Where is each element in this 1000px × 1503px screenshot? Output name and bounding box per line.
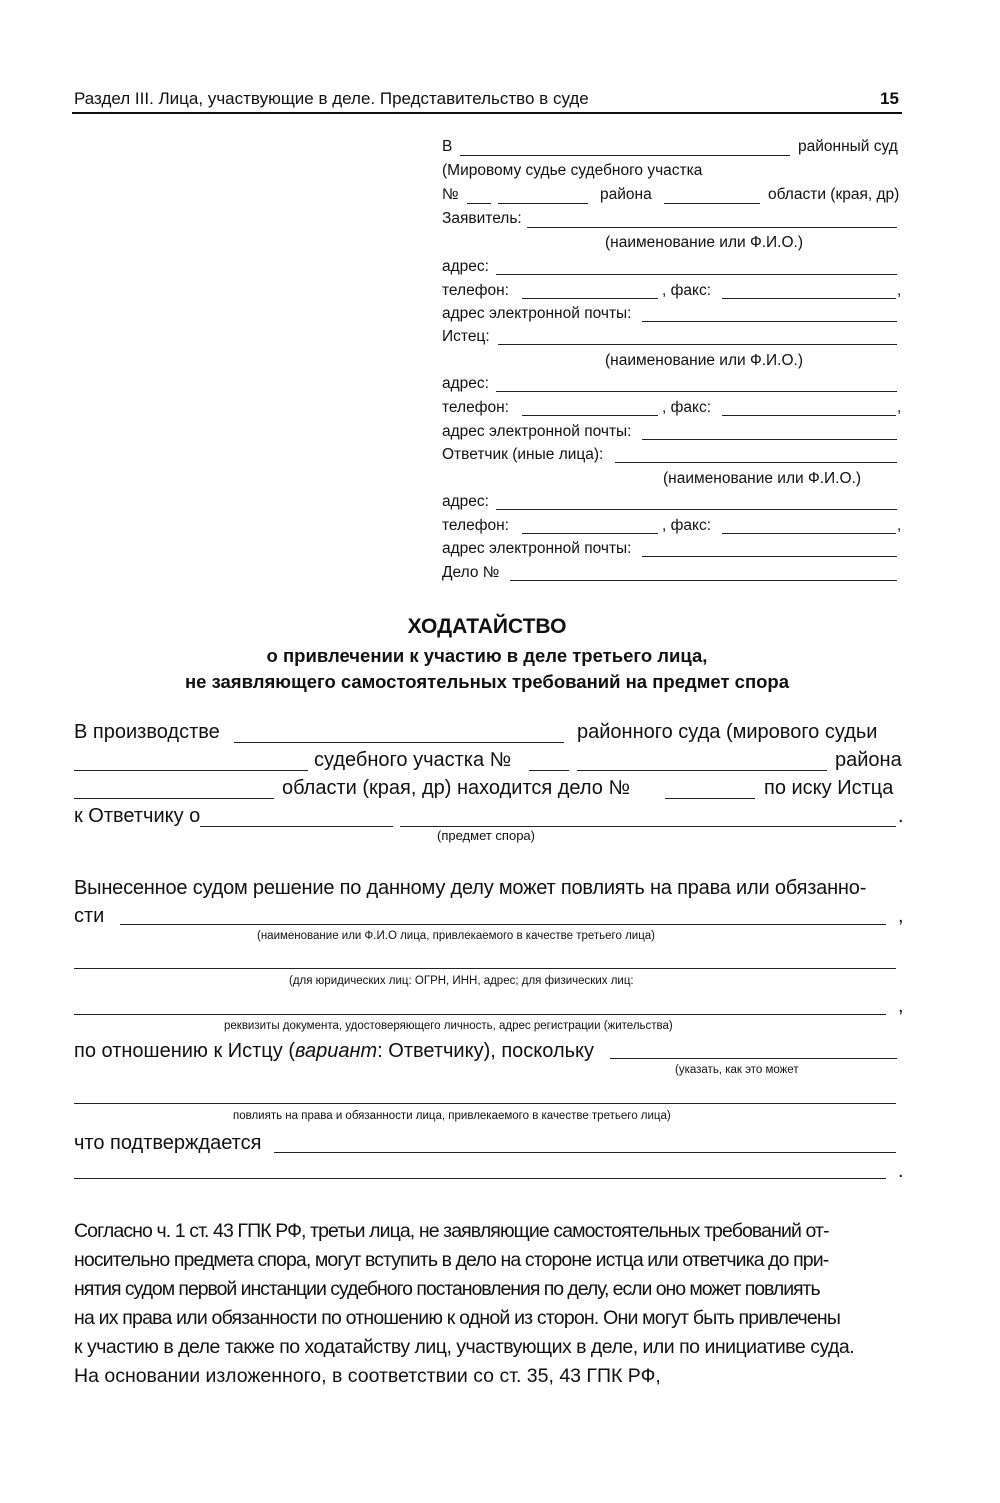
third-person-caption: (наименование или Ф.И.О лица, привлекаемого в качестве третьего лица) — [257, 930, 656, 942]
p1-text: судебного участка № — [314, 749, 512, 771]
p1-text: района — [835, 749, 902, 771]
comma: , — [897, 517, 902, 534]
p2-text: сти — [74, 905, 105, 927]
reason-line — [610, 1058, 897, 1059]
final-line-4: на их права или обязанности по отношению к одной из сторон. Они могут быть привлечены — [74, 1307, 841, 1329]
court-line — [234, 742, 564, 743]
plaintiff-phone-label: телефон: — [442, 399, 509, 416]
region-name-line — [74, 798, 274, 799]
applicant-email-line — [642, 321, 897, 322]
id-document-caption: реквизиты документа, удостоверяющего личность, адрес регистрации (жительства) — [224, 1020, 673, 1032]
requisites-line-2 — [74, 1014, 886, 1015]
document-subtitle-2: не заявляющего самостоятельных требований на предмет спора — [184, 671, 790, 692]
magistrate-line: (Мировому судье судебного участка — [442, 162, 703, 179]
district-line — [664, 203, 760, 204]
applicant-phone-line — [522, 298, 658, 299]
plaintiff-email-line — [642, 439, 897, 440]
comma: , — [898, 995, 904, 1017]
applicant-phone-label: телефон: — [442, 282, 509, 299]
applicant-address-label: адрес: — [442, 258, 489, 275]
legal-entity-caption: (для юридических лиц: ОГРН, ИНН, адрес; для физических лиц: — [289, 975, 634, 987]
case-number-line — [510, 580, 897, 581]
document-title: ХОДАТАЙСТВО — [407, 615, 567, 638]
applicant-address-line — [496, 274, 897, 275]
evidence-line-1 — [274, 1152, 896, 1153]
final-line-2: носительно предмета спора, могут вступить в дело на стороне истца или ответчика до при- — [74, 1249, 829, 1271]
reason-caption: (указать, как это может — [675, 1064, 799, 1076]
p4-text: что подтверждается — [74, 1132, 262, 1154]
region-label: области (края, др) — [768, 186, 900, 203]
final-line-6: На основании изложенного, в соответствии со ст. 35, 43 ГПК РФ, — [74, 1365, 661, 1387]
applicant-email-label: адрес электронной почты: — [442, 305, 632, 322]
blank-line — [74, 770, 308, 771]
plaintiff-fax-label: , факс: — [662, 399, 711, 416]
document-subtitle-1: о привлечении к участию в деле третьего лица, — [266, 645, 708, 666]
district-label: района — [600, 186, 652, 203]
p2-text: Вынесенное судом решение по данному делу может повлиять на права или обязанно- — [74, 877, 867, 899]
plaintiff-label: Истец: — [442, 328, 490, 345]
final-line-5: к участию в деле также по ходатайству лиц, участвующих в деле, или по инициативе суда. — [74, 1336, 855, 1358]
header-rule — [72, 112, 902, 114]
case-no-line — [665, 798, 755, 799]
comma: , — [898, 905, 904, 927]
defendant-phone-line — [522, 533, 658, 534]
subject-line-2 — [400, 826, 896, 827]
p3-text: по отношению к Истцу (вариант: Ответчику), поскольку — [74, 1040, 595, 1062]
applicant-name-caption: (наименование или Ф.И.О.) — [605, 234, 804, 251]
subject-line-1 — [200, 826, 393, 827]
case-label: Дело № — [442, 564, 500, 581]
defendant-address-line — [496, 509, 897, 510]
p1-text: к Ответчику о — [74, 805, 201, 827]
defendant-fax-label: , факс: — [662, 517, 711, 534]
defendant-label: Ответчик (иные лица): — [442, 446, 604, 463]
plaintiff-fax-line — [722, 415, 896, 416]
p1-text: области (края, др) находится дело № — [282, 777, 630, 799]
applicant-label: Заявитель: — [442, 210, 522, 227]
plaintiff-address-line — [496, 391, 897, 392]
court-name-line — [460, 155, 790, 156]
defendant-email-line — [642, 556, 897, 557]
comma: , — [897, 399, 902, 416]
district-name-line — [577, 770, 827, 771]
running-header: Раздел III. Лица, участвующие в деле. Представительство в суде — [74, 89, 589, 108]
plot-number-line — [529, 770, 569, 771]
evidence-line-2 — [74, 1178, 886, 1179]
number-sign: № — [442, 186, 459, 203]
page-number: 15 — [880, 89, 899, 108]
plaintiff-address-label: адрес: — [442, 375, 489, 392]
defendant-fax-line — [722, 533, 896, 534]
affect-caption: повлиять на права и обязанности лица, привлекаемого в качестве третьего лица) — [233, 1110, 671, 1122]
defendant-name-caption: (наименование или Ф.И.О.) — [663, 470, 862, 487]
third-person-line — [120, 924, 886, 925]
period: . — [898, 805, 904, 827]
defendant-email-label: адрес электронной почты: — [442, 540, 632, 557]
plaintiff-phone-line — [522, 415, 658, 416]
p1-text: В производстве — [74, 721, 220, 743]
plaintiff-name-caption: (наименование или Ф.И.О.) — [605, 352, 804, 369]
applicant-fax-line — [722, 298, 896, 299]
p1-text: районного суда (мирового судьи — [577, 721, 878, 743]
period: . — [898, 1160, 904, 1182]
reason-line-2 — [74, 1103, 896, 1104]
applicant-fax-label: , факс: — [662, 282, 711, 299]
defendant-phone-label: телефон: — [442, 517, 509, 534]
defendant-line — [615, 462, 897, 463]
final-line-1: Согласно ч. 1 ст. 43 ГПК РФ, третьи лица, не заявляющие самостоятельных требований от- — [74, 1220, 829, 1242]
applicant-line — [527, 227, 897, 228]
number-line — [467, 203, 491, 204]
number-line-2 — [498, 203, 588, 204]
defendant-address-label: адрес: — [442, 493, 489, 510]
plaintiff-email-label: адрес электронной почты: — [442, 423, 632, 440]
p1-text: по иску Истца — [764, 777, 894, 799]
subject-caption: (предмет спора) — [437, 828, 535, 843]
court-prefix: В — [442, 138, 453, 155]
court-suffix: районный суд — [798, 138, 898, 155]
plaintiff-line — [498, 344, 897, 345]
requisites-line-1 — [74, 968, 896, 969]
final-line-3: нятия судом первой инстанции судебного постановления по делу, если оно может повлиять — [74, 1278, 820, 1300]
comma: , — [897, 282, 902, 299]
